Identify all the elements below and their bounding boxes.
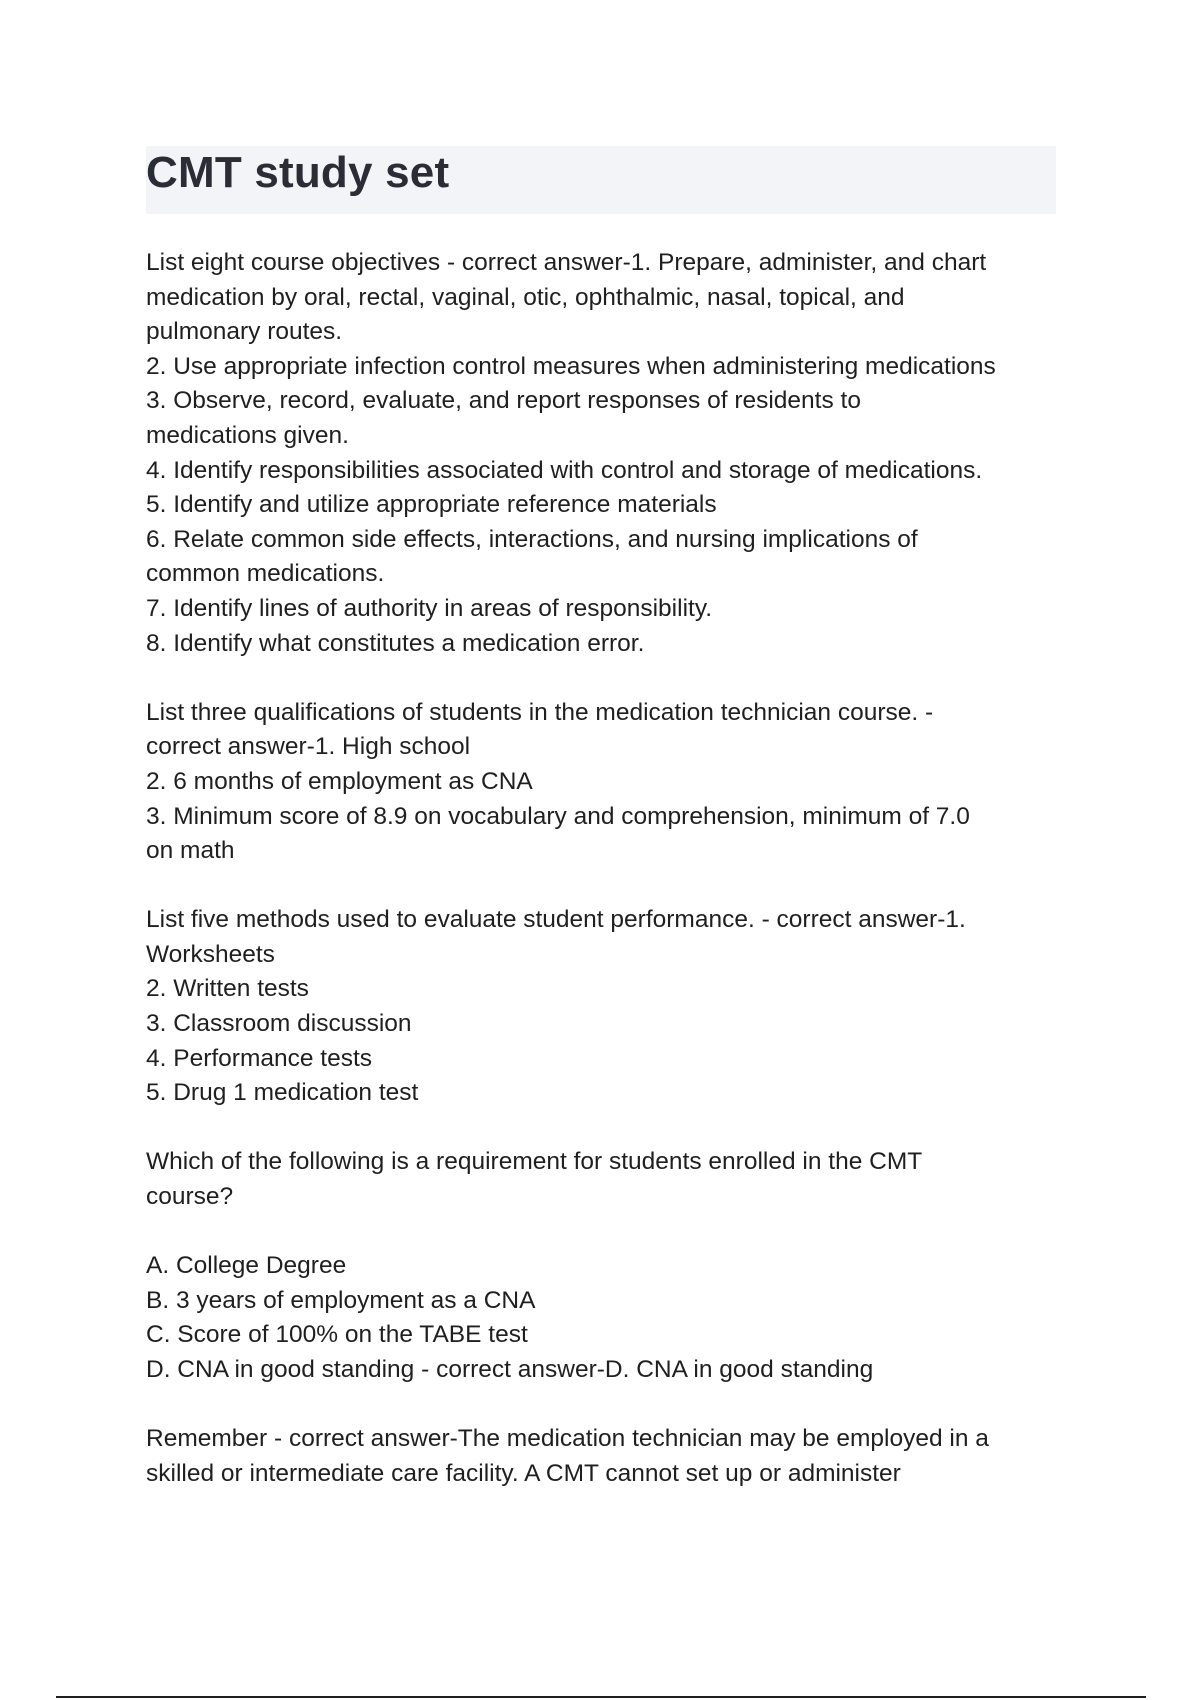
card-line: 2. 6 months of employment as CNA [146, 767, 533, 795]
card-line: 3. Minimum score of 8.9 on vocabulary and comprehension, minimum of 7.0 [146, 802, 970, 830]
card-line: 4. Performance tests [146, 1044, 373, 1072]
card-line: 3. Classroom discussion [146, 1010, 412, 1038]
card-line: C. Score of 100% on the TABE test [146, 1321, 528, 1349]
card-line: 6. Relate common side effects, interactions, and nursing implications of [146, 525, 918, 553]
card-line: correct answer-1. High school [146, 733, 471, 761]
card-line: D. CNA in good standing - correct answer-D. CNA in good standing [146, 1356, 874, 1383]
card-line: common medications. [146, 560, 385, 588]
blank-line [146, 1215, 1066, 1250]
page-title: CMT study set [146, 148, 450, 197]
card-line: 5. Identify and utilize appropriate reference materials [146, 491, 717, 519]
study-card [146, 1422, 1066, 1491]
study-card [146, 1145, 1066, 1387]
card-line: 7. Identify lines of authority in areas of responsibility. [146, 594, 713, 622]
page-bottom-rule [56, 1696, 1146, 1698]
card-line: Which of the following is a requirement for students enrolled in the CMT [146, 1148, 923, 1176]
study-card [146, 903, 1066, 1111]
study-card [146, 246, 1066, 661]
card-line: pulmonary routes. [146, 318, 343, 346]
card-line: 4. Identify responsibilities associated with control and storage of medications. [146, 456, 983, 484]
card-line: List three qualifications of students in the medication technician course. - [146, 698, 934, 726]
card-line: on math [146, 837, 235, 865]
card-line: Worksheets [146, 940, 275, 968]
card-line: List eight course objectives - correct answer-1. Prepare, administer, and chart [146, 249, 987, 276]
card-line: 2. Use appropriate infection control measures when administering medications [146, 352, 996, 380]
study-content [146, 246, 1066, 1526]
card-line: 5. Drug 1 medication test [146, 1079, 419, 1107]
card-line: skilled or intermediate care facility. A CMT cannot set up or administer [146, 1459, 901, 1487]
card-line: 3. Observe, record, evaluate, and report responses of residents to [146, 387, 861, 415]
card-line: 8. Identify what constitutes a medication error. [146, 629, 645, 657]
card-line: B. 3 years of employment as a CNA [146, 1286, 536, 1314]
card-line: course? [146, 1183, 234, 1211]
card-line: Remember - correct answer-The medication technician may be employed in a [146, 1425, 989, 1453]
study-card [146, 696, 1066, 869]
card-line: A. College Degree [146, 1252, 347, 1280]
card-line: medication by oral, rectal, vaginal, otic, ophthalmic, nasal, topical, and [146, 283, 905, 311]
card-line: 2. Written tests [146, 975, 309, 1003]
card-line: medications given. [146, 421, 349, 449]
card-line: List five methods used to evaluate student performance. - correct answer-1. [146, 906, 966, 934]
